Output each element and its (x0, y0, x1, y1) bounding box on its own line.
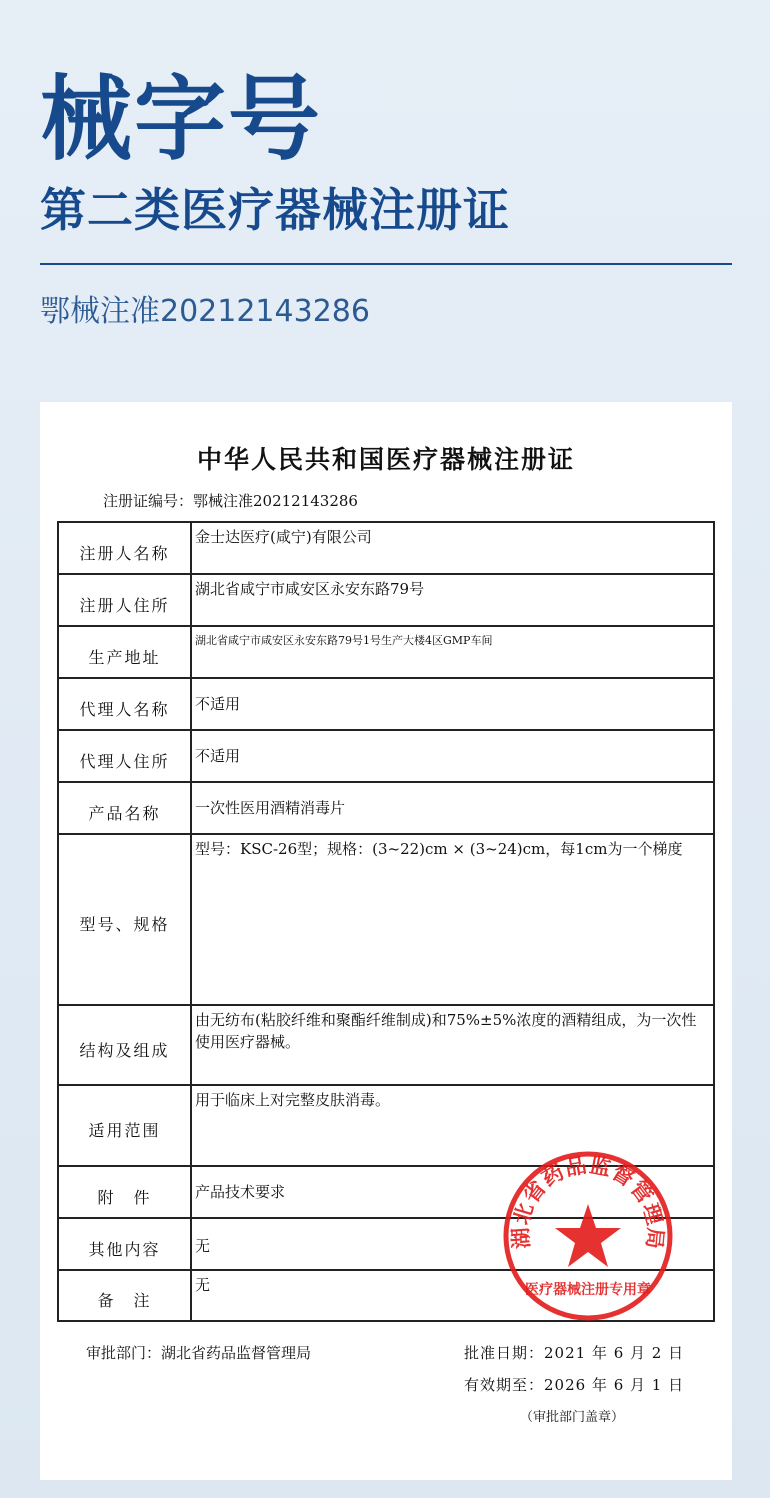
registration-number: 鄂械注准20212143286 (40, 294, 370, 329)
row-value: 型号：KSC-26型；规格：(3~22)cm × (3~24)cm，每1cm为一个梯度 (191, 834, 714, 1005)
row-value: 一次性医用酒精消毒片 (191, 782, 714, 834)
stamp-top-text: 湖北省药品监督管理局 (508, 1152, 668, 1251)
certificate-image (40, 402, 732, 1480)
approval-department: 审批部门：湖北省药品监督管理局 (86, 1344, 312, 1362)
page-subtitle: 第二类医疗器械注册证 (40, 183, 510, 237)
certificate-number: 注册证编号：鄂械注准20212143286 (103, 492, 358, 510)
row-value: 金士达医疗(咸宁)有限公司 (191, 522, 714, 574)
seal-note: （审批部门盖章） (520, 1410, 625, 1425)
star-icon (555, 1204, 621, 1267)
table-row (58, 1005, 714, 1085)
row-value: 湖北省咸宁市咸安区永安东路79号1号生产大楼4区GMP车间 (191, 626, 714, 678)
row-label: 注册人住所 (58, 574, 191, 626)
row-value: 无 (191, 1270, 714, 1321)
table-row (58, 678, 714, 730)
row-label: 生产地址 (58, 626, 191, 678)
divider (40, 263, 732, 265)
row-value: 由无纺布(粘胶纤维和聚酯纤维制成)和75%±5%浓度的酒精组成，为一次性使用医疗器械。 (191, 1005, 714, 1085)
stamp-bottom-text: 医疗器械注册专用章 (525, 1282, 651, 1298)
valid-until: 有效期至：2026 年 6 月 1 日 (464, 1376, 685, 1394)
row-label: 适用范围 (58, 1085, 191, 1166)
table-row (58, 626, 714, 678)
table-row (58, 834, 714, 1005)
row-value: 无 (191, 1218, 714, 1270)
row-label: 产品名称 (58, 782, 191, 834)
row-label: 其他内容 (58, 1218, 191, 1270)
row-label: 型号、规格 (58, 834, 191, 1005)
row-value: 不适用 (191, 678, 714, 730)
row-label: 代理人名称 (58, 678, 191, 730)
table-row (58, 730, 714, 782)
table-row (58, 782, 714, 834)
row-label: 代理人住所 (58, 730, 191, 782)
row-value: 产品技术要求 (191, 1166, 714, 1218)
table-row (58, 574, 714, 626)
row-label: 注册人名称 (58, 522, 191, 574)
row-label: 备 注 (58, 1270, 191, 1321)
approval-date: 批准日期：2021 年 6 月 2 日 (464, 1344, 685, 1362)
row-label: 附 件 (58, 1166, 191, 1218)
row-value: 用于临床上对完整皮肤消毒。 (191, 1085, 714, 1166)
certificate-title: 中华人民共和国医疗器械注册证 (196, 445, 575, 474)
row-value: 湖北省咸宁市咸安区永安东路79号 (191, 574, 714, 626)
row-value: 不适用 (191, 730, 714, 782)
official-seal-stamp (500, 1148, 676, 1324)
row-label: 结构及组成 (58, 1005, 191, 1085)
page-title: 械字号 (40, 66, 323, 173)
table-row (58, 522, 714, 574)
